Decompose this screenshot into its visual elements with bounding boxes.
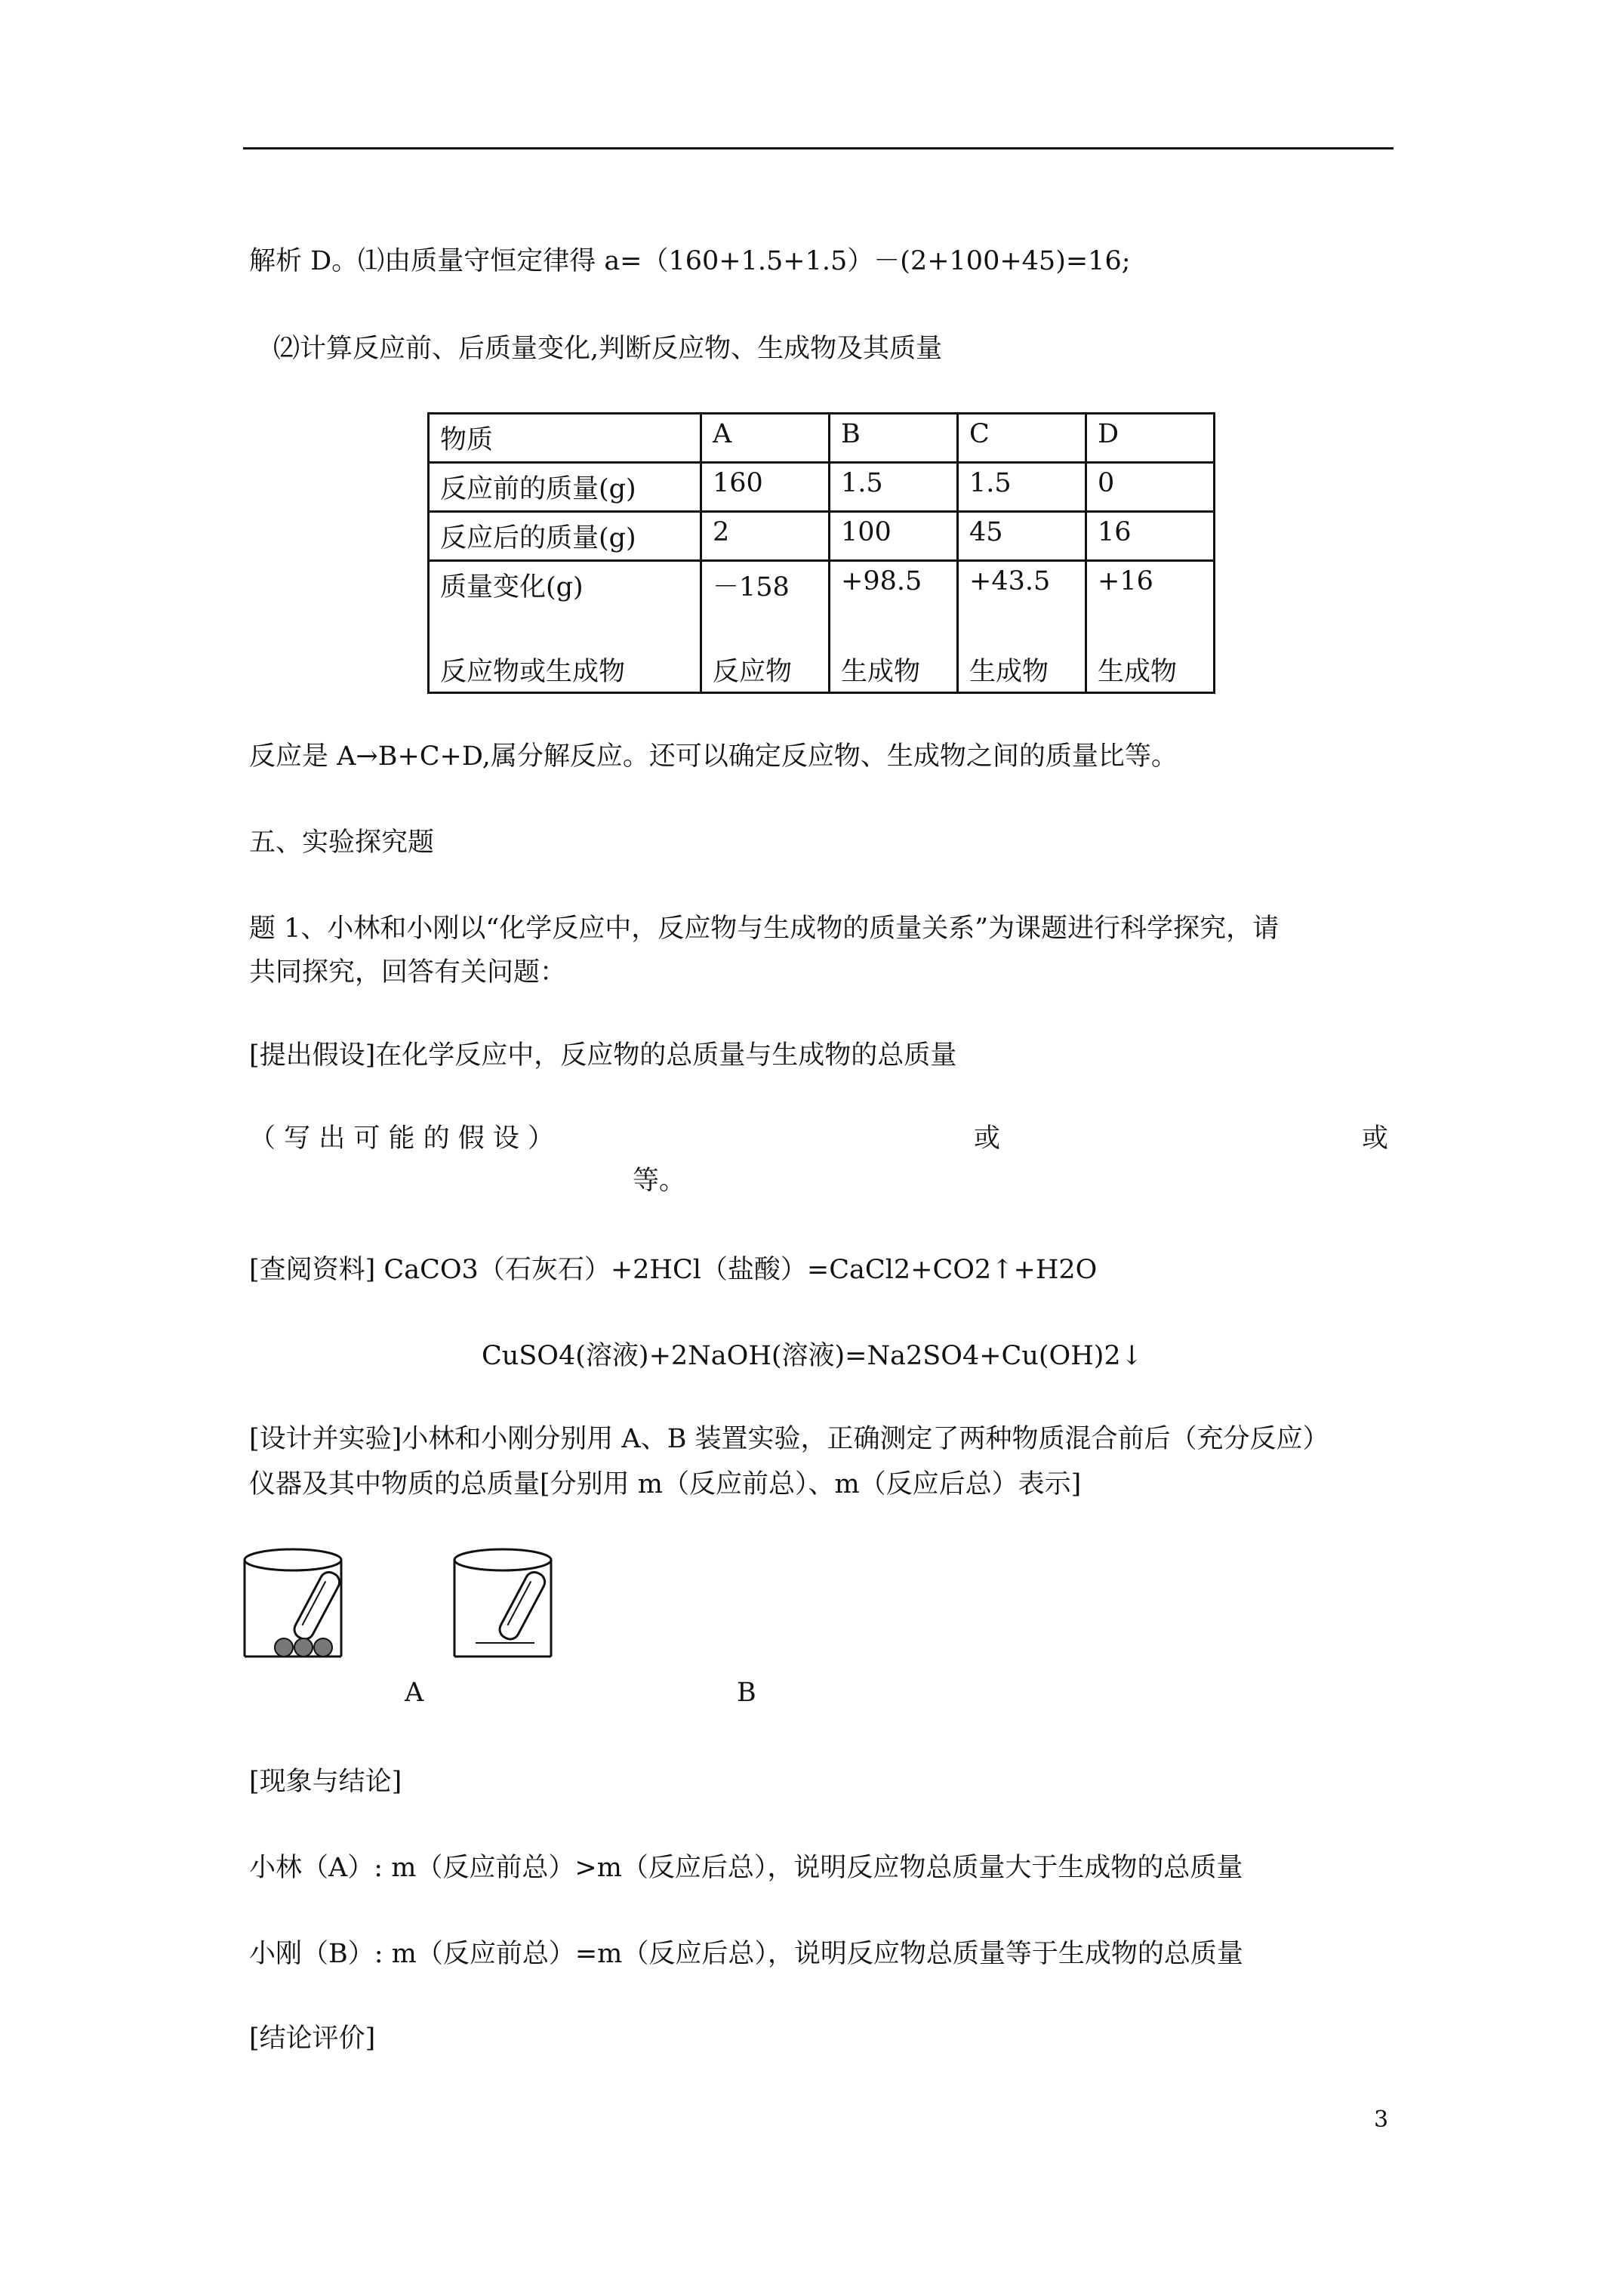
- table-cell: 160: [701, 463, 830, 512]
- change-value: +98.5: [841, 566, 922, 596]
- figure-label-a: A: [405, 1678, 424, 1708]
- table-row: [429, 463, 1215, 512]
- table-cell: 45: [958, 512, 1086, 561]
- table-header-cell: 物质: [429, 414, 701, 463]
- change-value: －158: [713, 572, 790, 603]
- section-heading: 五、实验探究题: [249, 827, 435, 858]
- lookup-line-2: CuSO4(溶液)+2NaOH(溶液)=Na2SO4+Cu(OH)2↓: [482, 1341, 1143, 1371]
- change-label: 质量变化(g): [440, 572, 584, 603]
- table-cell: [830, 561, 958, 693]
- table-cell: [429, 561, 701, 693]
- table-cell: 1.5: [958, 463, 1086, 512]
- table-header-cell: C: [958, 414, 1086, 463]
- table-cell: [1086, 561, 1215, 693]
- reaction-line: 反应是 A→B+C+D,属分解反应。还可以确定反应物、生成物之间的质量比等。: [249, 741, 1178, 772]
- table-header-row: [429, 414, 1215, 463]
- design-line-2: 仪器及其中物质的总质量[分别用 m（反应前总）、m（反应后总）表示]: [249, 1469, 1082, 1499]
- table-header-cell: D: [1086, 414, 1215, 463]
- analysis-line-1: 解析 D。⑴由质量守恒定律得 a=（160+1.5+1.5）－(2+100+45)=16;: [249, 246, 1131, 276]
- hypothesis-line: [提出假设]在化学反应中，反应物的总质量与生成物的总质量: [249, 1040, 957, 1071]
- write-hint: （ 写 出 可 能 的 假 设 ）: [249, 1123, 555, 1154]
- etc-text: 等。: [633, 1166, 686, 1196]
- figure-label-b: B: [737, 1678, 756, 1708]
- question-line-1: 题 1、小林和小刚以“化学反应中，反应物与生成物的质量关系”为课题进行科学探究，请: [249, 914, 1280, 944]
- table-cell: [958, 561, 1086, 693]
- design-line-1: [设计并实验]小林和小刚分别用 A、B 装置实验，正确测定了两种物质混合前后（充分反应）: [249, 1424, 1329, 1454]
- table-row: [429, 512, 1215, 561]
- mass-change-table: [427, 412, 1215, 694]
- table-cell: 反应前的质量(g): [429, 463, 701, 512]
- table-header-cell: B: [830, 414, 958, 463]
- table-row-change: [429, 561, 1215, 693]
- apparatus-a-figure: [240, 1546, 361, 1666]
- table-cell: 100: [830, 512, 958, 561]
- apparatus-b-figure: [445, 1546, 566, 1666]
- table-cell: 16: [1086, 512, 1215, 561]
- table-cell: [701, 561, 830, 693]
- question-line-2: 共同探究，回答有关问题：: [249, 957, 567, 988]
- or-1: 或: [974, 1123, 1001, 1154]
- analysis-line-2: ⑵计算反应前、后质量变化,判断反应物、生成物及其质量: [273, 334, 943, 364]
- table-cell: 0: [1086, 463, 1215, 512]
- change-value: +16: [1098, 566, 1153, 596]
- kind-label: 反应物或生成物: [440, 657, 626, 687]
- kind-value: 生成物: [969, 657, 1049, 687]
- xiaolin-result: 小林（A）: m（反应前总）>m（反应后总），说明反应物总质量大于生成物的总质量: [249, 1853, 1243, 1883]
- kind-value: 生成物: [841, 657, 921, 687]
- or-2: 或: [1362, 1123, 1389, 1154]
- table-cell: 反应后的质量(g): [429, 512, 701, 561]
- phenomenon-heading: [现象与结论]: [249, 1767, 402, 1797]
- kind-value: 反应物: [713, 657, 793, 687]
- lookup-line-1: [查阅资料] CaCO3（石灰石）+2HCl（盐酸）=CaCl2+CO2↑+H2O: [249, 1255, 1098, 1285]
- page-number: 3: [1374, 2106, 1389, 2133]
- table-cell: 1.5: [830, 463, 958, 512]
- evaluation-heading: [结论评价]: [249, 2023, 376, 2054]
- table-header-cell: A: [701, 414, 830, 463]
- table-cell: 2: [701, 512, 830, 561]
- change-value: +43.5: [969, 566, 1051, 596]
- kind-value: 生成物: [1098, 657, 1178, 687]
- header-rule: [243, 147, 1394, 149]
- xiaogang-result: 小刚（B）: m（反应前总）=m（反应后总），说明反应物总质量等于生成物的总质量: [249, 1939, 1243, 1969]
